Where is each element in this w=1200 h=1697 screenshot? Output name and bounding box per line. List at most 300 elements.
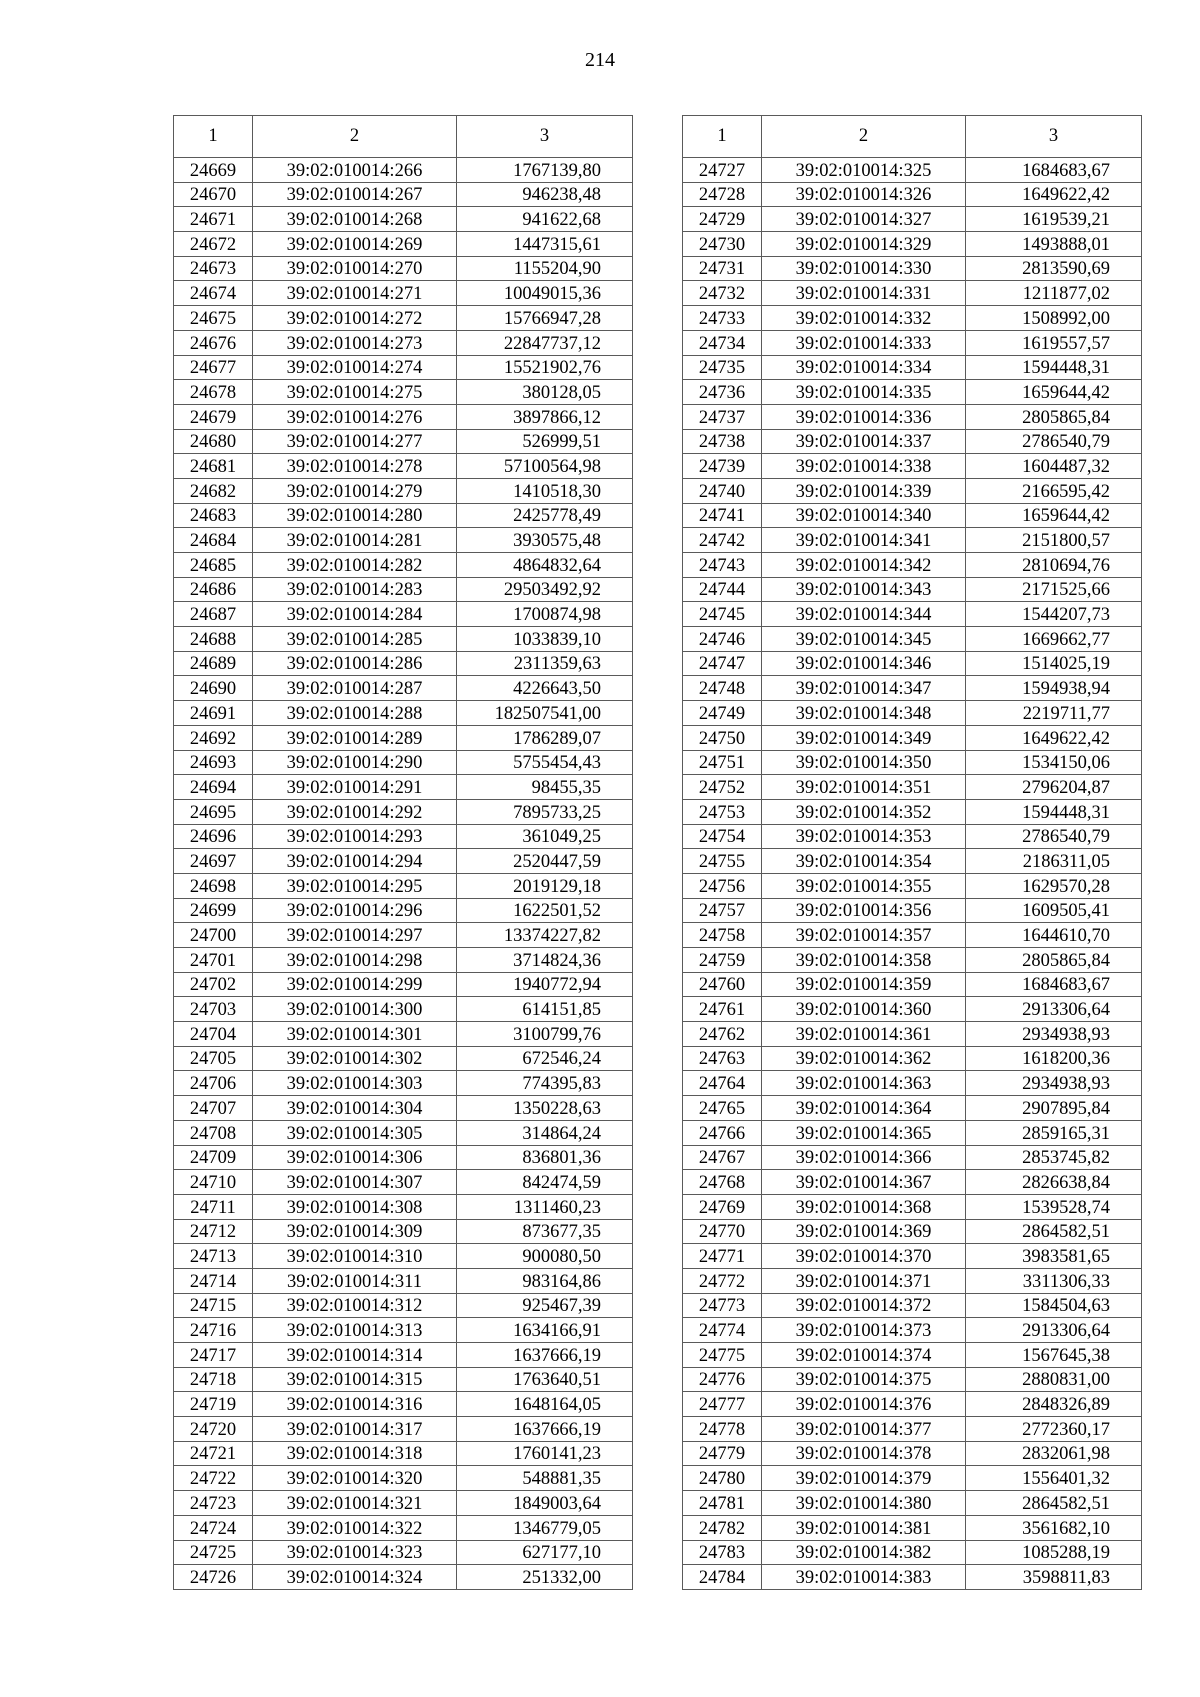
cadastral-number-cell: 39:02:010014:365 [762,1120,966,1145]
value-cell: 2171525,66 [966,577,1142,602]
value-cell: 3598811,83 [966,1565,1142,1590]
table-row [683,602,1142,627]
value-cell: 1619539,21 [966,207,1142,232]
value-cell: 1648164,05 [457,1392,633,1417]
table-row [683,948,1142,973]
table-row [683,306,1142,331]
table-row [174,1417,633,1442]
cadastral-number-cell: 39:02:010014:312 [253,1293,457,1318]
table-row [174,923,633,948]
table-row [174,997,633,1022]
row-number-cell: 24743 [683,553,762,578]
table-row [683,1219,1142,1244]
row-number-cell: 24773 [683,1293,762,1318]
table-row [683,577,1142,602]
cadastral-number-cell: 39:02:010014:378 [762,1441,966,1466]
row-number-cell: 24675 [174,306,253,331]
cadastral-number-cell: 39:02:010014:314 [253,1343,457,1368]
left-table [173,115,633,1590]
value-cell: 4226643,50 [457,676,633,701]
table-row [174,1170,633,1195]
table-row [174,824,633,849]
value-cell: 1618200,36 [966,1046,1142,1071]
cadastral-number-cell: 39:02:010014:267 [253,182,457,207]
table-row [174,1565,633,1590]
row-number-cell: 24722 [174,1466,253,1491]
cadastral-number-cell: 39:02:010014:320 [253,1466,457,1491]
cadastral-number-cell: 39:02:010014:370 [762,1244,966,1269]
row-number-cell: 24749 [683,701,762,726]
value-cell: 29503492,92 [457,577,633,602]
value-cell: 2166595,42 [966,478,1142,503]
row-number-cell: 24764 [683,1071,762,1096]
row-number-cell: 24672 [174,232,253,257]
value-cell: 3897866,12 [457,404,633,429]
row-number-cell: 24669 [174,158,253,183]
row-number-cell: 24740 [683,478,762,503]
table-row [174,1540,633,1565]
row-number-cell: 24695 [174,799,253,824]
row-number-cell: 24689 [174,651,253,676]
row-number-cell: 24704 [174,1022,253,1047]
value-cell: 1786289,07 [457,725,633,750]
value-cell: 900080,50 [457,1244,633,1269]
cadastral-number-cell: 39:02:010014:369 [762,1219,966,1244]
table-row [683,1244,1142,1269]
row-number-cell: 24726 [174,1565,253,1590]
row-number-cell: 24715 [174,1293,253,1318]
value-cell: 2311359,63 [457,651,633,676]
value-cell: 2805865,84 [966,948,1142,973]
table-row [174,1219,633,1244]
row-number-cell: 24681 [174,454,253,479]
cadastral-number-cell: 39:02:010014:340 [762,503,966,528]
value-cell: 548881,35 [457,1466,633,1491]
table-row [174,1293,633,1318]
cadastral-number-cell: 39:02:010014:299 [253,972,457,997]
table-row [174,330,633,355]
row-number-cell: 24771 [683,1244,762,1269]
value-cell: 1760141,23 [457,1441,633,1466]
row-number-cell: 24688 [174,627,253,652]
value-cell: 2934938,93 [966,1071,1142,1096]
cadastral-number-cell: 39:02:010014:383 [762,1565,966,1590]
cadastral-number-cell: 39:02:010014:292 [253,799,457,824]
value-cell: 251332,00 [457,1565,633,1590]
cadastral-number-cell: 39:02:010014:266 [253,158,457,183]
value-cell: 2832061,98 [966,1441,1142,1466]
row-number-cell: 24696 [174,824,253,849]
table-row [174,849,633,874]
cadastral-number-cell: 39:02:010014:372 [762,1293,966,1318]
row-number-cell: 24698 [174,873,253,898]
table-row [683,1194,1142,1219]
value-cell: 2853745,82 [966,1145,1142,1170]
table-row [174,701,633,726]
row-number-cell: 24745 [683,602,762,627]
cadastral-number-cell: 39:02:010014:360 [762,997,966,1022]
value-cell: 182507541,00 [457,701,633,726]
cadastral-number-cell: 39:02:010014:309 [253,1219,457,1244]
cadastral-number-cell: 39:02:010014:350 [762,750,966,775]
cadastral-number-cell: 39:02:010014:374 [762,1343,966,1368]
value-cell: 2772360,17 [966,1417,1142,1442]
cadastral-number-cell: 39:02:010014:274 [253,355,457,380]
cadastral-number-cell: 39:02:010014:308 [253,1194,457,1219]
row-number-cell: 24781 [683,1491,762,1516]
cadastral-number-cell: 39:02:010014:361 [762,1022,966,1047]
row-number-cell: 24747 [683,651,762,676]
cadastral-number-cell: 39:02:010014:357 [762,923,966,948]
table-row [683,232,1142,257]
row-number-cell: 24713 [174,1244,253,1269]
table-row [174,1491,633,1516]
row-number-cell: 24763 [683,1046,762,1071]
row-number-cell: 24683 [174,503,253,528]
cadastral-number-cell: 39:02:010014:342 [762,553,966,578]
table-row [683,1096,1142,1121]
cadastral-number-cell: 39:02:010014:344 [762,602,966,627]
row-number-cell: 24707 [174,1096,253,1121]
table-row [683,775,1142,800]
table-row [683,1392,1142,1417]
cadastral-number-cell: 39:02:010014:358 [762,948,966,973]
table-row [683,330,1142,355]
cadastral-number-cell: 39:02:010014:323 [253,1540,457,1565]
value-cell: 314864,24 [457,1120,633,1145]
cadastral-number-cell: 39:02:010014:326 [762,182,966,207]
table-row [683,627,1142,652]
value-cell: 1684683,67 [966,972,1142,997]
value-cell: 13374227,82 [457,923,633,948]
table-row [683,750,1142,775]
value-cell: 1544207,73 [966,602,1142,627]
cadastral-number-cell: 39:02:010014:339 [762,478,966,503]
table-row [174,676,633,701]
cadastral-number-cell: 39:02:010014:268 [253,207,457,232]
value-cell: 1619557,57 [966,330,1142,355]
table-row [174,1343,633,1368]
value-cell: 3311306,33 [966,1268,1142,1293]
table-row [174,1318,633,1343]
value-cell: 2219711,77 [966,701,1142,726]
table-header-row [683,116,1142,158]
table-row [174,627,633,652]
cadastral-number-cell: 39:02:010014:327 [762,207,966,232]
value-cell: 10049015,36 [457,281,633,306]
table-row [683,676,1142,701]
cadastral-number-cell: 39:02:010014:296 [253,898,457,923]
table-row [683,1343,1142,1368]
table-row [683,923,1142,948]
value-cell: 1649622,42 [966,182,1142,207]
value-cell: 2907895,84 [966,1096,1142,1121]
row-number-cell: 24686 [174,577,253,602]
value-cell: 4864832,64 [457,553,633,578]
column-header: 3 [457,116,633,158]
row-number-cell: 24697 [174,849,253,874]
table-row [683,1145,1142,1170]
value-cell: 2796204,87 [966,775,1142,800]
cadastral-number-cell: 39:02:010014:371 [762,1268,966,1293]
row-number-cell: 24673 [174,256,253,281]
row-number-cell: 24682 [174,478,253,503]
table-row [683,824,1142,849]
value-cell: 2859165,31 [966,1120,1142,1145]
row-number-cell: 24721 [174,1441,253,1466]
value-cell: 1514025,19 [966,651,1142,676]
row-number-cell: 24782 [683,1515,762,1540]
cadastral-number-cell: 39:02:010014:272 [253,306,457,331]
cadastral-number-cell: 39:02:010014:315 [253,1367,457,1392]
cadastral-number-cell: 39:02:010014:297 [253,923,457,948]
row-number-cell: 24741 [683,503,762,528]
table-row [683,701,1142,726]
row-number-cell: 24679 [174,404,253,429]
cadastral-number-cell: 39:02:010014:301 [253,1022,457,1047]
table-row [174,503,633,528]
row-number-cell: 24739 [683,454,762,479]
column-header: 3 [966,116,1142,158]
cadastral-number-cell: 39:02:010014:281 [253,528,457,553]
table-row [174,1244,633,1269]
cadastral-number-cell: 39:02:010014:317 [253,1417,457,1442]
cadastral-number-cell: 39:02:010014:351 [762,775,966,800]
cadastral-number-cell: 39:02:010014:335 [762,380,966,405]
table-row [174,948,633,973]
value-cell: 1767139,80 [457,158,633,183]
row-number-cell: 24709 [174,1145,253,1170]
page-number: 214 [585,49,615,71]
table-row [174,1145,633,1170]
row-number-cell: 24723 [174,1491,253,1516]
cadastral-number-cell: 39:02:010014:313 [253,1318,457,1343]
table-row [174,207,633,232]
row-number-cell: 24759 [683,948,762,973]
row-number-cell: 24756 [683,873,762,898]
value-cell: 941622,68 [457,207,633,232]
row-number-cell: 24706 [174,1071,253,1096]
cadastral-number-cell: 39:02:010014:289 [253,725,457,750]
table-row [174,429,633,454]
column-header: 2 [762,116,966,158]
value-cell: 2864582,51 [966,1491,1142,1516]
table-row [174,1367,633,1392]
cadastral-number-cell: 39:02:010014:352 [762,799,966,824]
table-row [683,355,1142,380]
table-row [683,1293,1142,1318]
cadastral-number-cell: 39:02:010014:270 [253,256,457,281]
value-cell: 672546,24 [457,1046,633,1071]
row-number-cell: 24710 [174,1170,253,1195]
row-number-cell: 24779 [683,1441,762,1466]
row-number-cell: 24732 [683,281,762,306]
row-number-cell: 24753 [683,799,762,824]
cadastral-number-cell: 39:02:010014:282 [253,553,457,578]
cadastral-number-cell: 39:02:010014:311 [253,1268,457,1293]
table-row [683,997,1142,1022]
cadastral-number-cell: 39:02:010014:379 [762,1466,966,1491]
row-number-cell: 24712 [174,1219,253,1244]
value-cell: 1763640,51 [457,1367,633,1392]
table-row [174,602,633,627]
table-row [174,158,633,183]
value-cell: 15521902,76 [457,355,633,380]
cadastral-number-cell: 39:02:010014:341 [762,528,966,553]
value-cell: 1604487,32 [966,454,1142,479]
cadastral-number-cell: 39:02:010014:290 [253,750,457,775]
value-cell: 1609505,41 [966,898,1142,923]
value-cell: 1684683,67 [966,158,1142,183]
row-number-cell: 24727 [683,158,762,183]
cadastral-number-cell: 39:02:010014:333 [762,330,966,355]
row-number-cell: 24693 [174,750,253,775]
row-number-cell: 24734 [683,330,762,355]
value-cell: 873677,35 [457,1219,633,1244]
table-row [683,158,1142,183]
value-cell: 2425778,49 [457,503,633,528]
cadastral-number-cell: 39:02:010014:271 [253,281,457,306]
value-cell: 15766947,28 [457,306,633,331]
value-cell: 526999,51 [457,429,633,454]
row-number-cell: 24702 [174,972,253,997]
table-row [174,281,633,306]
row-number-cell: 24725 [174,1540,253,1565]
cadastral-number-cell: 39:02:010014:367 [762,1170,966,1195]
value-cell: 2934938,93 [966,1022,1142,1047]
table-row [683,380,1142,405]
cadastral-number-cell: 39:02:010014:347 [762,676,966,701]
value-cell: 842474,59 [457,1170,633,1195]
row-number-cell: 24680 [174,429,253,454]
table-row [683,1120,1142,1145]
row-number-cell: 24678 [174,380,253,405]
value-cell: 1534150,06 [966,750,1142,775]
cadastral-number-cell: 39:02:010014:345 [762,627,966,652]
table-row [683,1318,1142,1343]
row-number-cell: 24729 [683,207,762,232]
cadastral-number-cell: 39:02:010014:348 [762,701,966,726]
cadastral-number-cell: 39:02:010014:294 [253,849,457,874]
cadastral-number-cell: 39:02:010014:295 [253,873,457,898]
value-cell: 361049,25 [457,824,633,849]
cadastral-number-cell: 39:02:010014:375 [762,1367,966,1392]
row-number-cell: 24780 [683,1466,762,1491]
table-row [174,1466,633,1491]
column-header: 1 [683,116,762,158]
value-cell: 1033839,10 [457,627,633,652]
cadastral-number-cell: 39:02:010014:286 [253,651,457,676]
table-row [174,256,633,281]
cadastral-number-cell: 39:02:010014:331 [762,281,966,306]
cadastral-number-cell: 39:02:010014:298 [253,948,457,973]
table-row [174,355,633,380]
value-cell: 1634166,91 [457,1318,633,1343]
cadastral-number-cell: 39:02:010014:302 [253,1046,457,1071]
row-number-cell: 24761 [683,997,762,1022]
value-cell: 3714824,36 [457,948,633,973]
value-cell: 1410518,30 [457,478,633,503]
cadastral-number-cell: 39:02:010014:316 [253,1392,457,1417]
row-number-cell: 24728 [683,182,762,207]
row-number-cell: 24676 [174,330,253,355]
value-cell: 1594938,94 [966,676,1142,701]
cadastral-number-cell: 39:02:010014:318 [253,1441,457,1466]
value-cell: 2786540,79 [966,824,1142,849]
cadastral-number-cell: 39:02:010014:380 [762,1491,966,1516]
value-cell: 2805865,84 [966,404,1142,429]
value-cell: 1669662,77 [966,627,1142,652]
value-cell: 2913306,64 [966,997,1142,1022]
table-row [174,799,633,824]
table-row [683,1491,1142,1516]
cadastral-number-cell: 39:02:010014:279 [253,478,457,503]
table-row [683,207,1142,232]
row-number-cell: 24690 [174,676,253,701]
cadastral-number-cell: 39:02:010014:285 [253,627,457,652]
cadastral-number-cell: 39:02:010014:359 [762,972,966,997]
cadastral-number-cell: 39:02:010014:300 [253,997,457,1022]
cadastral-number-cell: 39:02:010014:269 [253,232,457,257]
cadastral-number-cell: 39:02:010014:343 [762,577,966,602]
cadastral-number-cell: 39:02:010014:329 [762,232,966,257]
table-row [683,1441,1142,1466]
table-row [174,972,633,997]
value-cell: 3561682,10 [966,1515,1142,1540]
value-cell: 2848326,89 [966,1392,1142,1417]
cadastral-number-cell: 39:02:010014:310 [253,1244,457,1269]
table-row [174,404,633,429]
cadastral-number-cell: 39:02:010014:382 [762,1540,966,1565]
cadastral-number-cell: 39:02:010014:288 [253,701,457,726]
row-number-cell: 24694 [174,775,253,800]
value-cell: 1155204,90 [457,256,633,281]
table-row [683,1417,1142,1442]
row-number-cell: 24685 [174,553,253,578]
table-row [174,1046,633,1071]
value-cell: 3100799,76 [457,1022,633,1047]
row-number-cell: 24730 [683,232,762,257]
cadastral-number-cell: 39:02:010014:273 [253,330,457,355]
table-row [683,1367,1142,1392]
value-cell: 983164,86 [457,1268,633,1293]
cadastral-number-cell: 39:02:010014:356 [762,898,966,923]
table-row [683,972,1142,997]
table-row [174,553,633,578]
cadastral-number-cell: 39:02:010014:283 [253,577,457,602]
value-cell: 1700874,98 [457,602,633,627]
cadastral-number-cell: 39:02:010014:284 [253,602,457,627]
value-cell: 2186311,05 [966,849,1142,874]
row-number-cell: 24670 [174,182,253,207]
table-row [683,1466,1142,1491]
table-row [683,898,1142,923]
cadastral-number-cell: 39:02:010014:276 [253,404,457,429]
cadastral-number-cell: 39:02:010014:381 [762,1515,966,1540]
value-cell: 2810694,76 [966,553,1142,578]
row-number-cell: 24671 [174,207,253,232]
value-cell: 1350228,63 [457,1096,633,1121]
table-row [683,281,1142,306]
row-number-cell: 24742 [683,528,762,553]
table-row [174,1392,633,1417]
value-cell: 2864582,51 [966,1219,1142,1244]
table-row [683,1046,1142,1071]
cadastral-number-cell: 39:02:010014:332 [762,306,966,331]
value-cell: 627177,10 [457,1540,633,1565]
cadastral-number-cell: 39:02:010014:291 [253,775,457,800]
table-row [683,799,1142,824]
